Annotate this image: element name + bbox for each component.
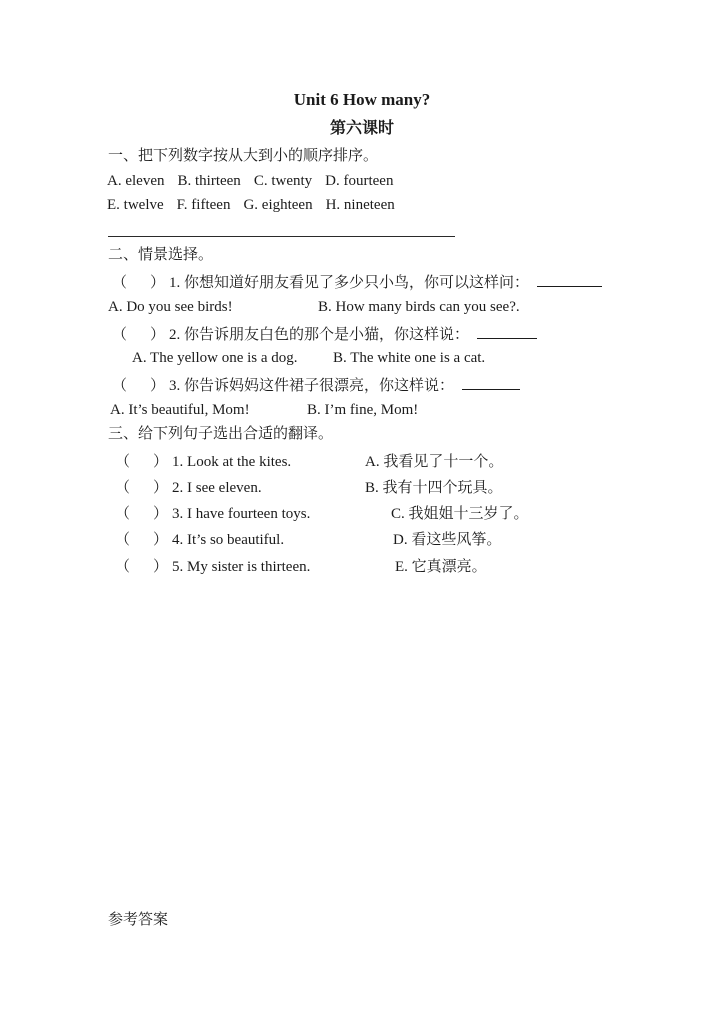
answer-key-label: 参考答案 <box>108 912 169 928</box>
match-row-right: D. 看这些风筝。 <box>393 532 502 548</box>
option-item: H. nineteen <box>325 197 395 213</box>
answer-bracket-close: ） <box>153 532 169 548</box>
answer-bracket-open: （ <box>115 532 131 548</box>
match-row-right: B. 我有十四个玩具。 <box>365 480 503 496</box>
answer-bracket-open: （ <box>115 506 131 522</box>
answer-bracket-open: （ <box>112 378 128 394</box>
option-a: A. The yellow one is a dog. <box>132 350 298 366</box>
match-row-right: E. 它真漂亮。 <box>395 559 487 575</box>
option-item: D. fourteen <box>325 173 394 189</box>
answer-bracket-close: ） <box>150 275 166 291</box>
section1-options-row-2 <box>107 194 395 216</box>
option-a: A. Do you see birds! <box>108 299 233 315</box>
option-item: B. thirteen <box>177 173 241 189</box>
option-b: B. I’m fine, Mom! <box>307 402 419 418</box>
fill-in-blank <box>477 322 537 339</box>
match-row-left <box>115 503 310 525</box>
answer-bracket-open: （ <box>115 559 131 575</box>
match-row-right: C. 我姐姐十三岁了。 <box>391 506 529 522</box>
match-row-left <box>115 477 262 499</box>
answer-line <box>108 236 455 237</box>
option-item: A. eleven <box>107 173 165 189</box>
answer-bracket-open: （ <box>112 275 128 291</box>
option-item: G. eighteen <box>243 197 313 213</box>
answer-bracket-close: ） <box>153 454 169 470</box>
english-sentence: 1. Look at the kites. <box>172 454 292 470</box>
page-title: Unit 6 How many? <box>293 90 431 109</box>
option-item: E. twelve <box>107 197 164 213</box>
fill-in-blank <box>462 373 520 390</box>
section3-heading: 三、给下列句子选出合适的翻译。 <box>108 426 334 442</box>
english-sentence: 2. I see eleven. <box>172 480 262 496</box>
question-row <box>112 322 537 346</box>
section1-heading: 一、把下列数字按从大到小的顺序排序。 <box>108 148 379 164</box>
answer-bracket-close: ） <box>153 480 169 496</box>
answer-bracket-open: （ <box>112 327 128 343</box>
question-prompt: 2. 你告诉朋友白色的那个是小猫，你这样说： <box>169 327 470 343</box>
match-row-left <box>115 556 310 578</box>
answer-bracket-open: （ <box>115 480 131 496</box>
option-item: F. fifteen <box>176 197 231 213</box>
option-item: C. twenty <box>253 173 313 189</box>
question-row <box>112 373 520 397</box>
answer-bracket-close: ） <box>150 378 166 394</box>
question-prompt: 1. 你想知道好朋友看见了多少只小鸟，你可以这样问： <box>169 275 530 291</box>
answer-bracket-close: ） <box>150 327 166 343</box>
match-row-right: A. 我看见了十一个。 <box>365 454 504 470</box>
answer-bracket-close: ） <box>153 559 169 575</box>
answer-bracket-open: （ <box>115 454 131 470</box>
option-a: A. It’s beautiful, Mom! <box>110 402 250 418</box>
section1-options-row-1 <box>107 170 393 192</box>
answer-bracket-close: ） <box>153 506 169 522</box>
english-sentence: 5. My sister is thirteen. <box>172 559 311 575</box>
english-sentence: 3. I have fourteen toys. <box>172 506 311 522</box>
english-sentence: 4. It’s so beautiful. <box>172 532 285 548</box>
option-b: B. The white one is a cat. <box>333 350 486 366</box>
match-row-left <box>115 451 291 473</box>
fill-in-blank <box>537 270 602 287</box>
question-prompt: 3. 你告诉妈妈这件裙子很漂亮，你这样说： <box>169 378 455 394</box>
match-row-left <box>115 529 284 551</box>
section2-heading: 二、情景选择。 <box>108 247 214 263</box>
lesson-subtitle: 第六课时 <box>329 120 394 137</box>
question-row <box>112 270 602 294</box>
option-b: B. How many birds can you see?. <box>318 299 520 315</box>
